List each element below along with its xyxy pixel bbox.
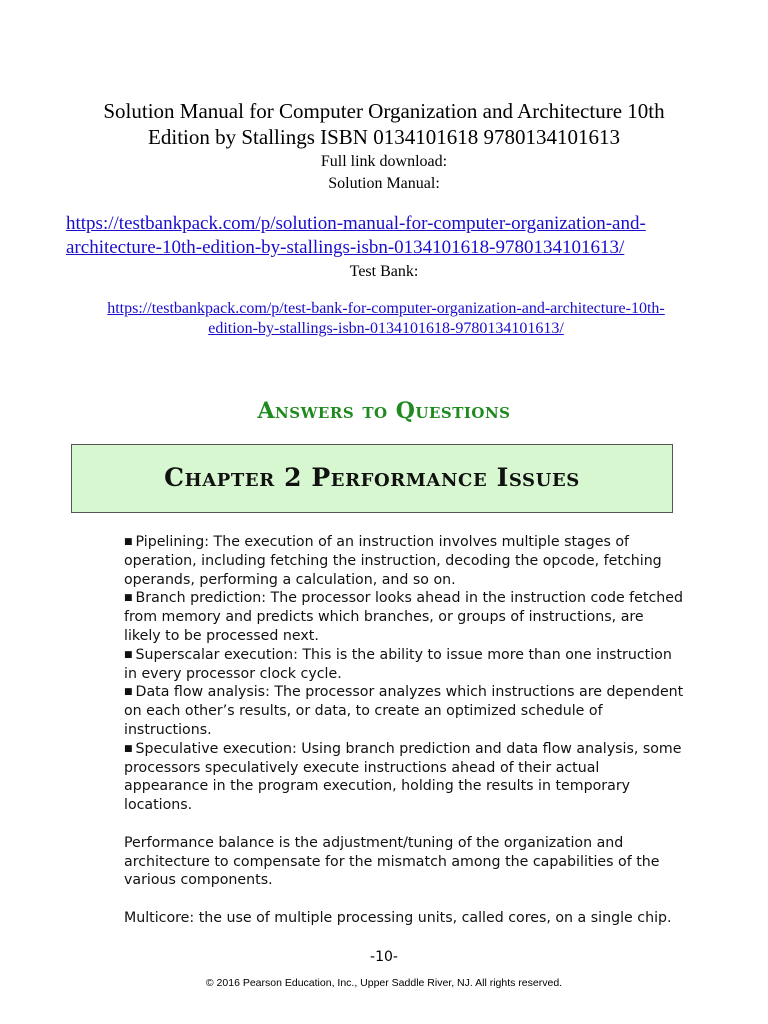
page-number: -10- xyxy=(370,949,398,965)
solution-manual-link[interactable] xyxy=(66,212,726,260)
square-bullet-icon: ■ xyxy=(124,593,133,604)
copyright-notice: © 2016 Pearson Education, Inc., Upper Saddle River, NJ. All rights reserved. xyxy=(205,977,563,989)
solution-link-line-1[interactable]: https://testbankpack.com/p/solution-manual-for-computer-organization-and- xyxy=(66,213,646,234)
bullet-text: Speculative execution: Using branch prediction and data flow analysis, some processors speculatively execute instructions ahead of their actual appearance in the program execution, holding the results in temporary locations. xyxy=(124,740,682,814)
test-bank-link[interactable] xyxy=(60,299,712,339)
section-heading: Answers to Questions xyxy=(257,398,511,424)
bullet-item xyxy=(124,533,684,589)
answer-body xyxy=(124,533,684,928)
full-link-label: Full link download: xyxy=(320,153,448,170)
square-bullet-icon: ■ xyxy=(124,743,133,754)
bullet-item xyxy=(124,683,684,739)
bullet-text: Data flow analysis: The processor analyzes which instructions are dependent on each other’s results, or data, to create an optimized schedule of instructions. xyxy=(124,684,684,738)
paragraph-multicore: Multicore: the use of multiple processing units, called cores, on a single chip. xyxy=(124,909,672,926)
chapter-heading: Chapter 2 Performance Issues xyxy=(164,463,580,492)
solution-manual-label: Solution Manual: xyxy=(328,175,440,192)
square-bullet-icon: ■ xyxy=(124,649,133,660)
bullet-text: Branch prediction: The processor looks ahead in the instruction code fetched from memory and predicts which branches, or groups of instructions, are likely to be processed next. xyxy=(124,590,683,644)
title-line-1: Solution Manual for Computer Organization and Architecture 10th xyxy=(103,99,665,123)
solution-link-line-2[interactable]: architecture-10th-edition-by-stallings-isbn-0134101618-9780134101613/ xyxy=(66,237,625,258)
bullet-text: Pipelining: The execution of an instruction involves multiple stages of operation, including fetching the instruction, decoding the opcode, fetching operands, performing a calculation, and so on. xyxy=(124,534,662,588)
square-bullet-icon: ■ xyxy=(124,687,133,698)
bullet-item xyxy=(124,646,684,684)
chapter-heading-box xyxy=(71,444,673,513)
paragraph-performance-balance: Performance balance is the adjustment/tuning of the organization and architecture to compensate for the mismatch among the capabilities of the various components. xyxy=(124,834,660,889)
test-bank-link-line-2[interactable]: edition-by-stallings-isbn-0134101618-9780134101613/ xyxy=(208,320,564,337)
bullet-item xyxy=(124,740,684,815)
document-title xyxy=(0,98,768,150)
bullet-text: Superscalar execution: This is the ability to issue more than one instruction in every processor clock cycle. xyxy=(124,646,672,682)
square-bullet-icon: ■ xyxy=(124,537,133,547)
bullet-item xyxy=(124,589,684,645)
test-bank-label: Test Bank: xyxy=(349,263,419,280)
test-bank-link-line-1[interactable]: https://testbankpack.com/p/test-bank-for-computer-organization-and-architecture-10th- xyxy=(107,300,665,317)
title-line-2: Edition by Stallings ISBN 0134101618 9780134101613 xyxy=(148,125,620,149)
